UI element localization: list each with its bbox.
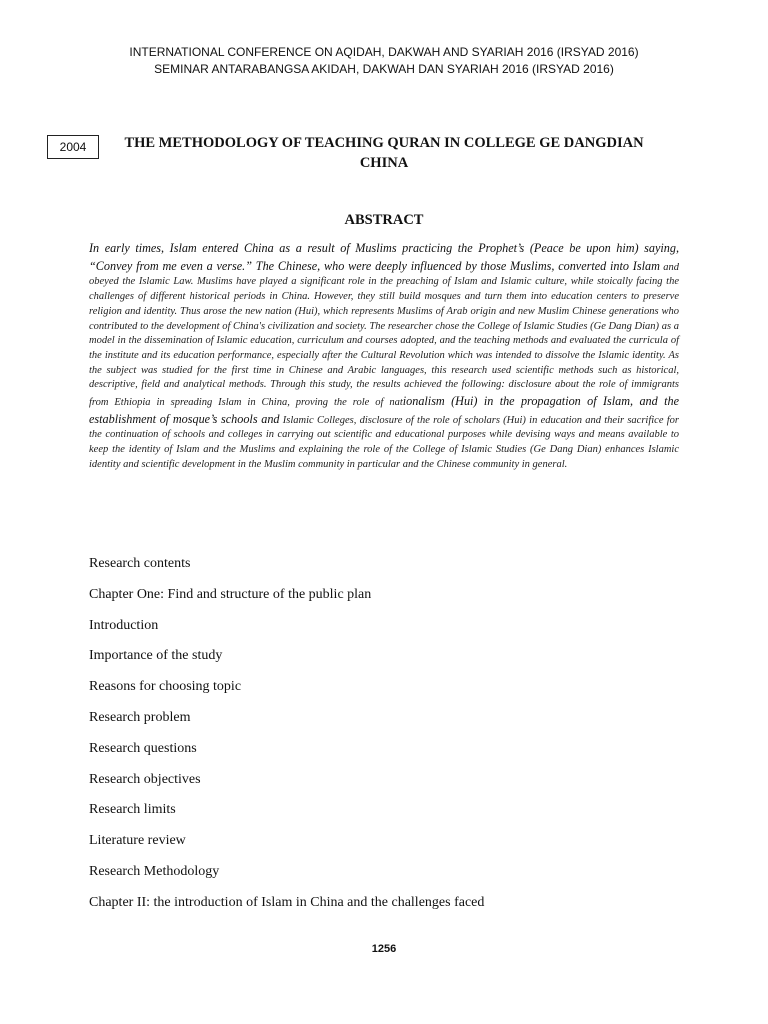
- conference-header-english: INTERNATIONAL CONFERENCE ON AQIDAH, DAKWAH AND SYARIAH 2016 (IRSYAD 2016): [129, 45, 639, 59]
- paper-title: THE METHODOLOGY OF TEACHING QURAN IN COLLEGE GE DANGDIAN CHINA: [124, 135, 644, 171]
- page-number: 1256: [371, 943, 397, 955]
- abstract-heading: ABSTRACT: [344, 212, 424, 228]
- contents-item: Chapter One: Find and structure of the public plan: [89, 586, 372, 602]
- contents-item: Research objectives: [89, 771, 201, 787]
- abstract-main-text: and obeyed the Islamic Law. Muslims have played a significant role in the preaching of Islam and Islamic culture, while stoically facing the challenges of different historical periods in China. However, they still build mosques and turn them into education centers to preserve religion and identity. Thus arose the new nation (Hui), which represents Muslims of Arab origin and new Muslim Chinese generations who contributed to the development of China's civilization and society. The researcher chose the College of Islamic Studies (Ge Dang Dian) as a model in the dissemination of Islamic education, curriculum and courses adopted, and the teaching methods and evaluated the curricula of the institute and its education performance, especially after the Cultural Revolution which was intended to dissolve the Islamic identity. As the subject was studied for the first time in Chinese and Arabic languages, this research used scientific methods such as historical, descriptive, field and analytical methods. Through this study, the results achieved the following: disclosure about the role of immigrants from Ethiopia in spreading Islam in China, proving the role of nat: [89, 261, 679, 409]
- contents-item: Research questions: [89, 740, 197, 756]
- contents-item: Research Methodology: [89, 863, 220, 879]
- contents-item: Introduction: [89, 617, 159, 633]
- contents-item: Research problem: [89, 709, 191, 725]
- abstract-tail-text: Islamic Colleges, disclosure of the role of scholars (Hui) in education and their sacrifice for the continuation of schools and colleges in carrying out scientific and educational purposes while devising ways and means available to keep the identity of Islam and the Muslims and explaining the role of the College of Islamic Studies (Ge Dang Dian) enhances Islamic identity and scientific development in the Muslim community in particular and the Chinese community in general.: [89, 414, 679, 470]
- contents-item: Chapter II: the introduction of Islam in China and the challenges faced: [89, 894, 485, 910]
- abstract-body: [89, 240, 679, 473]
- contents-item: Research limits: [89, 802, 176, 818]
- contents-item: Research contents: [89, 556, 191, 571]
- conference-header: [0, 44, 768, 78]
- research-contents-list: [89, 553, 689, 923]
- abstract-mid-text: ionalism (Hui) in the propagation of Islam, and the establishment of mosque’s schools and: [89, 394, 679, 426]
- contents-item: Reasons for choosing topic: [89, 679, 242, 695]
- conference-header-malay: SEMINAR ANTARABANGSA AKIDAH, DAKWAH DAN SYARIAH 2016 (IRSYAD 2016): [154, 62, 614, 76]
- contents-item: Importance of the study: [89, 648, 223, 664]
- contents-item: Literature review: [89, 833, 186, 849]
- abstract-lead-text: In early times, Islam entered China as a result of Muslims practicing the Prophet’s (Peace be upon him) saying, “Convey from me even a verse.” The Chinese, who were deeply influenced by those Muslims, converted into Islam: [89, 241, 679, 273]
- paper-id-box: 2004: [47, 135, 99, 159]
